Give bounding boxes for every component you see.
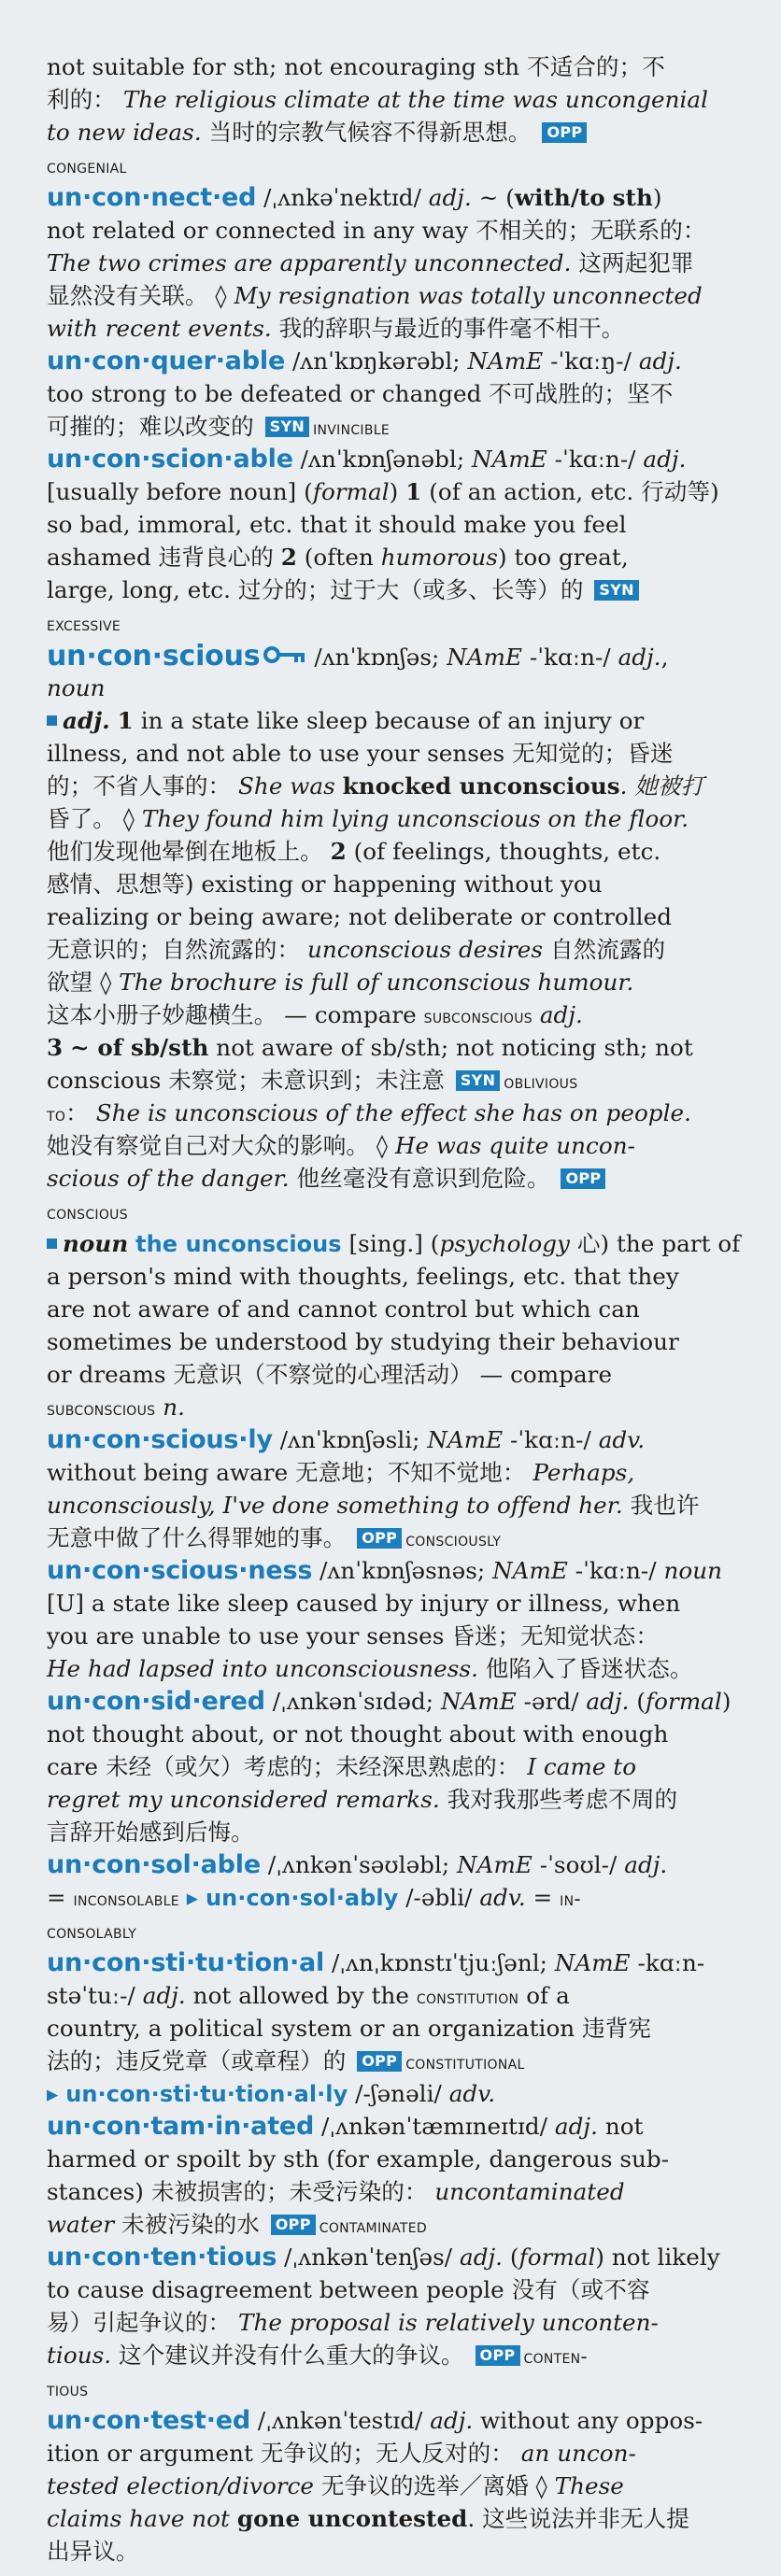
cross-reference: oblivious — [504, 1070, 578, 1093]
text-segment: you are unable to use your senses 昏迷；无知觉状态： — [47, 1622, 660, 1649]
text-segment: = — [525, 1884, 561, 1911]
text-line — [47, 508, 740, 541]
text-line — [47, 2110, 740, 2143]
text-segment: 2 — [280, 544, 297, 571]
text-line — [47, 443, 740, 475]
text-line — [47, 541, 740, 573]
text-line — [47, 1227, 740, 1260]
text-line — [47, 149, 740, 181]
text-segment: ~ ( — [471, 184, 515, 211]
text-segment: 心) the part of — [569, 1230, 741, 1257]
example-text: The proposal is relatively unconten- — [238, 2309, 659, 2336]
example-text: adj. — [428, 184, 472, 211]
headword: un·con·sol·able — [47, 1850, 261, 1879]
cross-reference: conscious — [47, 1201, 128, 1224]
text-segment: /ˌʌnkəˈnektɪd/ — [256, 184, 429, 211]
example-text: with recent events. — [47, 315, 272, 342]
text-segment: 这本小册子妙趣横生。 — compare — [47, 1001, 424, 1028]
example-text: adj. — [539, 1001, 583, 1028]
label-badge: OPP — [271, 2215, 316, 2235]
text-segment: country, a political system or an organization 违背宪 — [47, 2015, 651, 2042]
text-segment: ( — [629, 1688, 646, 1715]
label-badge: OPP — [542, 122, 587, 143]
headword: un·con·quer·able — [47, 347, 286, 375]
cross-reference: excessive — [47, 613, 121, 635]
text-segment: conscious 未察觉；未意识到；未注意 — [47, 1067, 452, 1094]
text-segment: 感情、思想等) existing or happening without you — [47, 870, 603, 898]
text-segment: without any oppos- — [473, 2407, 703, 2434]
text-line — [47, 1423, 740, 1456]
square-bullet-icon — [47, 715, 57, 726]
text-segment: 显然没有关联。 ◊ — [47, 282, 234, 309]
example-text: humorous — [380, 544, 498, 571]
text-segment — [532, 1001, 540, 1028]
text-segment: ： — [65, 1099, 96, 1126]
text-line — [47, 1718, 740, 1750]
text-segment: /ˌʌnkənˈtestɪd/ — [250, 2407, 431, 2434]
text-line — [47, 1946, 740, 1979]
headword: un·con·scious·ness — [47, 1556, 313, 1585]
example-text: adj. — [638, 347, 682, 375]
text-line — [47, 802, 740, 835]
part-of-speech: adj. — [63, 707, 110, 734]
headword: un·con·test·ed — [47, 2406, 251, 2435]
label-badge: OPP — [476, 2345, 520, 2366]
text-segment: 2 — [330, 838, 347, 865]
cross-reference: subconscious — [47, 1397, 156, 1420]
text-segment: not allowed by the — [185, 1982, 417, 2009]
cross-reference: subconscious — [423, 1005, 532, 1027]
text-segment: large, long, etc. 过分的；过于大（或多、长等）的 — [47, 576, 591, 603]
text-segment: sth — [612, 184, 653, 211]
text-line — [47, 279, 740, 312]
text-segment: a person's mind with thoughts, feelings, etc. that they — [47, 1263, 679, 1290]
example-text: NAmE — [467, 347, 544, 375]
text-line — [47, 345, 740, 377]
example-text: regret my unconsidered remarks. — [47, 1786, 440, 1813]
text-line — [47, 1456, 740, 1489]
text-segment: /ˌʌnkənˈsɪdəd; — [264, 1688, 442, 1715]
text-line — [47, 1162, 740, 1195]
text-line — [47, 50, 740, 83]
text-segment: 我也许 — [622, 1492, 700, 1519]
text-segment: 我对我那些考虑不周的 — [439, 1786, 678, 1813]
label-badge: SYN — [456, 1070, 500, 1091]
text-segment: 这两起犯罪 — [571, 249, 694, 276]
text-line — [47, 2012, 740, 2045]
example-text: NAmE — [427, 1426, 504, 1453]
example-text: noun — [663, 1557, 722, 1584]
text-segment: -ˈkɑːn-/ — [522, 644, 618, 671]
text-segment: ) — [389, 478, 406, 505]
example-text: adv. — [598, 1426, 646, 1453]
text-segment: 他丝毫没有意识到危险。 — [289, 1165, 558, 1192]
text-segment: with/to — [514, 184, 605, 211]
text-line — [47, 606, 740, 639]
text-line — [47, 2273, 740, 2306]
text-line — [47, 377, 740, 410]
text-line — [47, 868, 740, 900]
cross-reference: contaminated — [319, 2215, 428, 2237]
text-line — [47, 1260, 740, 1293]
cross-reference: constitution — [416, 1986, 519, 2008]
text-segment: -ˈsoʊl-/ — [532, 1851, 625, 1878]
text-segment: 无意识的；自然流露的： — [47, 936, 307, 963]
text-line — [47, 1097, 740, 1129]
example-text: My resignation was totally unconnected — [234, 282, 703, 309]
text-segment: , — [660, 644, 669, 671]
text-segment: knocked unconscious — [342, 772, 620, 800]
text-line — [47, 1587, 740, 1620]
text-segment: . 这些说法并非无人提 — [467, 2505, 689, 2532]
text-line — [47, 2371, 740, 2404]
text-segment — [110, 707, 118, 734]
text-segment: or dreams 无意识（不察觉的心理活动） — compare — [47, 1361, 613, 1388]
text-segment: ( — [503, 2243, 519, 2271]
text-segment: /ʌnˈkɒnʃəs; — [314, 644, 447, 671]
example-text: water — [47, 2211, 115, 2238]
text-segment: ) — [652, 184, 662, 211]
derived-headword: the unconscious — [135, 1231, 342, 1257]
arrow-icon: ▸ — [47, 2080, 59, 2107]
text-segment: = — [47, 1884, 74, 1911]
cross-reference: inconsolable — [73, 1888, 179, 1910]
example-text: They found him lying unconscious on the floor. — [141, 805, 689, 832]
cross-reference: consciously — [405, 1528, 502, 1550]
headword: un·con·scion·able — [47, 445, 293, 474]
example-text: formal — [312, 478, 390, 505]
text-segment: (of an action, etc. 行动等) — [421, 478, 719, 505]
text-line — [47, 2045, 740, 2077]
text-segment: -ˈkɑːn-/ — [567, 1557, 664, 1584]
text-line — [47, 2535, 740, 2568]
text-segment: 他陷入了昏迷状态。 — [477, 1655, 693, 1682]
text-line — [47, 1652, 740, 1685]
text-segment: stəˈtuː-/ — [47, 1982, 143, 2009]
text-segment: are not aware of and cannot control but which can — [47, 1295, 640, 1323]
text-line — [47, 475, 740, 508]
part-of-speech: noun — [63, 1230, 129, 1257]
text-line — [47, 2175, 740, 2208]
text-line — [47, 181, 740, 214]
text-line — [47, 2339, 740, 2371]
text-segment — [179, 1884, 187, 1911]
example-text: NAmE — [554, 1949, 631, 1976]
cross-reference: consolably — [47, 1920, 136, 1943]
text-line — [47, 1489, 740, 1522]
text-line — [47, 933, 740, 966]
text-line — [47, 1783, 740, 1816]
text-segment: 未被污染的水 — [114, 2211, 267, 2238]
example-text: adj. — [459, 2243, 504, 2271]
text-segment: [U] a state like sleep caused by injury or illness, when — [47, 1590, 681, 1617]
text-segment: (of feelings, thoughts, etc. — [346, 838, 661, 865]
example-text: adj. — [142, 1982, 186, 2009]
arrow-icon: ▸ — [186, 1884, 199, 1911]
text-segment — [198, 1884, 206, 1911]
text-line — [47, 214, 740, 247]
text-segment: 自然流露的 — [543, 936, 666, 963]
text-segment: /ˌʌnˌkɒnstɪˈtjuːʃənl; — [324, 1949, 555, 1976]
text-line — [47, 1293, 740, 1325]
text-line — [47, 2306, 740, 2339]
text-segment: 3 — [47, 1034, 64, 1061]
text-line — [47, 672, 740, 704]
label-badge: SYN — [594, 580, 638, 601]
text-line — [47, 1816, 740, 1848]
example-text: NAmE — [492, 1557, 568, 1584]
example-text: adj. — [554, 2113, 598, 2140]
text-segment: without being aware 无意地；不知不觉地： — [47, 1459, 533, 1486]
text-segment: not thought about, or not thought about with enough — [47, 1720, 669, 1748]
headword: un·con·nect·ed — [47, 183, 257, 212]
example-text: adj. — [624, 1851, 668, 1878]
cross-reference: congenial — [47, 155, 127, 177]
example-text: adv. — [448, 2080, 496, 2107]
cross-reference: to — [47, 1103, 66, 1125]
example-text: The two crimes are apparently unconnected. — [47, 249, 572, 276]
derived-headword: un·con·sol·ably — [206, 1885, 399, 1911]
text-segment: 利的： — [47, 86, 123, 113]
example-text: He was quite uncon- — [394, 1132, 635, 1159]
example-text: I came to — [527, 1753, 637, 1780]
text-line — [47, 2143, 740, 2175]
text-segment: 言辞开始感到后悔。 — [47, 1819, 254, 1846]
text-line — [47, 2077, 740, 2110]
example-text: psychology — [439, 1230, 570, 1257]
example-text: adv. — [479, 1884, 526, 1911]
text-segment: -ərd/ — [516, 1688, 587, 1715]
text-segment: ) too great, — [497, 544, 629, 571]
example-text: formal — [518, 2243, 596, 2271]
cross-reference: tious — [47, 2378, 89, 2400]
example-text: unconscious desires — [306, 936, 544, 963]
text-segment: -ˈkɑːn-/ — [547, 446, 644, 473]
text-segment: /ˌʌnkənˈtæmɪneɪtɪd/ — [314, 2113, 555, 2140]
text-line — [47, 1391, 740, 1423]
text-line — [47, 639, 740, 672]
text-segment: ~ of sb/sth — [70, 1034, 209, 1061]
headword: un·con·sti·tu·tion·al — [47, 1948, 325, 1977]
example-text: adj. — [586, 1688, 630, 1715]
text-line — [47, 1195, 740, 1227]
text-segment: /ʌnˈkɒnʃəsli; — [272, 1426, 428, 1453]
example-text: She is unconscious of the effect she has on people. — [95, 1099, 691, 1126]
text-segment: 的；不省人事的： — [47, 772, 239, 800]
text-line — [47, 2404, 740, 2437]
text-segment: 当时的宗教气候容不得新思想。 — [201, 119, 539, 146]
text-line — [47, 2470, 740, 2502]
text-line — [47, 1620, 740, 1652]
example-text: The religious climate at the time was uncongenial — [122, 86, 709, 113]
text-line — [47, 1031, 740, 1064]
text-line — [47, 1881, 740, 1914]
text-segment: 1 — [405, 478, 422, 505]
headword: un·con·sid·ered — [47, 1687, 265, 1716]
text-line — [47, 704, 740, 737]
text-line — [47, 1848, 740, 1881]
text-segment: ) — [721, 1688, 731, 1715]
text-line — [47, 116, 740, 149]
headword: un·con·ten·tious — [47, 2243, 277, 2272]
text-segment: not — [597, 2113, 644, 2140]
headword: un·con·scious·ly — [47, 1425, 273, 1454]
example-text: He had lapsed into unconsciousness. — [47, 1655, 478, 1682]
text-line — [47, 573, 740, 606]
text-segment: /-ʃənəli/ — [348, 2080, 449, 2107]
square-bullet-icon — [47, 1238, 57, 1249]
text-segment: 可摧的；难以改变的 — [47, 413, 262, 440]
text-segment: so bad, immoral, etc. that it should make you feel — [47, 511, 627, 538]
text-segment: /ˌʌnkənˈsəʊləbl; — [260, 1851, 458, 1878]
example-text: uncontaminated — [434, 2178, 625, 2205]
example-text: adj. — [618, 644, 661, 671]
example-text: claims have not — [47, 2505, 237, 2532]
text-segment: to cause disagreement between people 没有（或不容 — [47, 2276, 650, 2303]
example-text: tested election/divorce — [47, 2472, 315, 2499]
text-line — [47, 1685, 740, 1718]
text-line — [47, 2208, 740, 2241]
text-segment: 我的辞职与最近的事件毫不相干。 — [271, 315, 625, 342]
text-segment: ) not likely — [595, 2243, 720, 2271]
cross-reference: constitutional — [405, 2051, 525, 2074]
derived-headword: un·con·sti·tu·tion·al·ly — [65, 2081, 348, 2107]
label-badge: SYN — [265, 417, 309, 437]
text-segment: /ʌnˈkɒnʃəsnəs; — [312, 1557, 493, 1584]
text-line — [47, 835, 740, 868]
text-line — [47, 900, 740, 933]
text-segment: -kɑːn- — [630, 1949, 705, 1976]
text-segment: not related or connected in any way 不相关的；无联系的： — [47, 217, 706, 244]
headword: un·con·scious — [47, 640, 261, 672]
text-line — [47, 1064, 740, 1097]
example-text: tious. — [47, 2342, 112, 2369]
text-segment — [605, 184, 613, 211]
text-segment: -ˈkɑːŋ-/ — [543, 347, 639, 375]
example-text: . 她被打 — [619, 772, 704, 800]
example-text: NAmE — [457, 1851, 532, 1878]
key-word-icon — [263, 639, 306, 656]
text-segment: sometimes be understood by studying their behaviour — [47, 1328, 679, 1355]
example-text: She was — [238, 772, 343, 800]
text-segment: care 未经（或欠）考虑的；未经深思熟虑的： — [47, 1753, 528, 1780]
example-text: NAmE — [441, 1688, 517, 1715]
cross-reference: invincible — [313, 417, 390, 439]
text-segment: not suitable for sth; not encouraging sth 不适合的；不 — [47, 53, 665, 80]
label-badge: OPP — [357, 2051, 402, 2072]
example-text: n. — [163, 1394, 185, 1421]
text-segment: -ˈkɑːn-/ — [503, 1426, 599, 1453]
text-segment — [63, 1034, 70, 1061]
example-text: adj. — [430, 2407, 474, 2434]
text-segment — [128, 1230, 135, 1257]
text-segment: 法的；违反党章（或章程）的 — [47, 2047, 354, 2074]
text-segment — [155, 1394, 163, 1421]
text-segment: harmed or spoilt by sth (for example, dangerous sub- — [47, 2145, 670, 2173]
example-text: formal — [646, 1688, 722, 1715]
example-text: unconsciously, I've done something to offend her. — [47, 1492, 623, 1519]
text-line — [47, 966, 740, 998]
text-line — [47, 2241, 740, 2273]
text-line — [47, 1358, 740, 1391]
text-segment: ashamed 违背良心的 — [47, 544, 281, 571]
text-segment: 她没有察觉自己对大众的影响。 ◊ — [47, 1132, 395, 1159]
cross-reference: in- — [560, 1888, 581, 1910]
text-segment: too strong to be defeated or changed 不可战胜的；坚不 — [47, 380, 674, 407]
example-text: to new ideas. — [47, 119, 202, 146]
text-line — [47, 1325, 740, 1358]
text-segment: 出异议。 — [47, 2538, 139, 2565]
text-line — [47, 998, 740, 1031]
text-segment: stances) 未被损害的；未受污染的： — [47, 2178, 435, 2205]
text-line — [47, 2437, 740, 2470]
text-segment: ition or argument 无争议的；无人反对的： — [47, 2440, 521, 2467]
text-segment: gone uncontested — [236, 2505, 468, 2532]
text-segment: 易）引起争议的： — [47, 2309, 239, 2336]
text-segment: 1 — [117, 707, 134, 734]
text-segment: 昏了。 ◊ — [47, 805, 142, 832]
text-segment: illness, and not able to use your senses 无知觉的；昏迷 — [47, 740, 674, 767]
text-line — [47, 1522, 740, 1554]
label-badge: OPP — [357, 1528, 402, 1549]
text-segment: /ʌnˈkɒnʃənəbl; — [292, 446, 473, 473]
text-segment: 他们发现他晕倒在地板上。 — [47, 838, 331, 865]
headword: un·con·tam·in·ated — [47, 2112, 315, 2141]
example-text: NAmE — [447, 644, 522, 671]
text-segment: /ʌnˈkɒŋkərəbl; — [285, 347, 468, 375]
text-line — [47, 83, 740, 116]
text-line — [47, 1979, 740, 2012]
text-segment: 无争议的选举／离婚 ◊ — [314, 2472, 555, 2499]
text-segment: [sing.] ( — [341, 1230, 440, 1257]
text-segment: 无意中做了什么得罪她的事。 — [47, 1524, 354, 1551]
text-segment: in a state like sleep because of an injury or — [133, 707, 645, 734]
text-segment: (often — [296, 544, 381, 571]
text-segment: [usually before noun] ( — [47, 478, 313, 505]
text-segment: realizing or being aware; not deliberate or controlled — [47, 903, 672, 930]
example-text: NAmE — [472, 446, 547, 473]
text-segment: 欲望 ◊ — [47, 969, 120, 996]
text-line — [47, 312, 740, 345]
text-line — [47, 247, 740, 279]
text-line — [47, 770, 740, 802]
text-line — [47, 1129, 740, 1162]
cross-reference: conten- — [523, 2345, 588, 2368]
text-segment: /-əbli/ — [398, 1884, 480, 1911]
example-text: noun — [47, 674, 106, 701]
text-line — [47, 1750, 740, 1783]
example-text: scious of the danger. — [47, 1165, 290, 1192]
text-segment: /ˌʌnkənˈtenʃəs/ — [277, 2243, 460, 2271]
text-segment: of a — [518, 1982, 570, 2009]
example-text: The brochure is full of unconscious humour. — [119, 969, 634, 996]
text-segment: 这个建议并没有什么重大的争议。 — [111, 2342, 472, 2369]
example-text: an uncon- — [520, 2440, 636, 2467]
text-line — [47, 410, 740, 443]
example-text: Perhaps, — [532, 1459, 635, 1486]
text-line — [47, 1914, 740, 1946]
text-line — [47, 2502, 740, 2535]
example-text: These — [554, 2472, 624, 2499]
label-badge: OPP — [561, 1168, 605, 1189]
example-text: adj. — [643, 446, 687, 473]
text-segment: not aware of sb/sth; not noticing sth; not — [208, 1034, 693, 1061]
text-line — [47, 737, 740, 770]
text-line — [47, 1554, 740, 1587]
